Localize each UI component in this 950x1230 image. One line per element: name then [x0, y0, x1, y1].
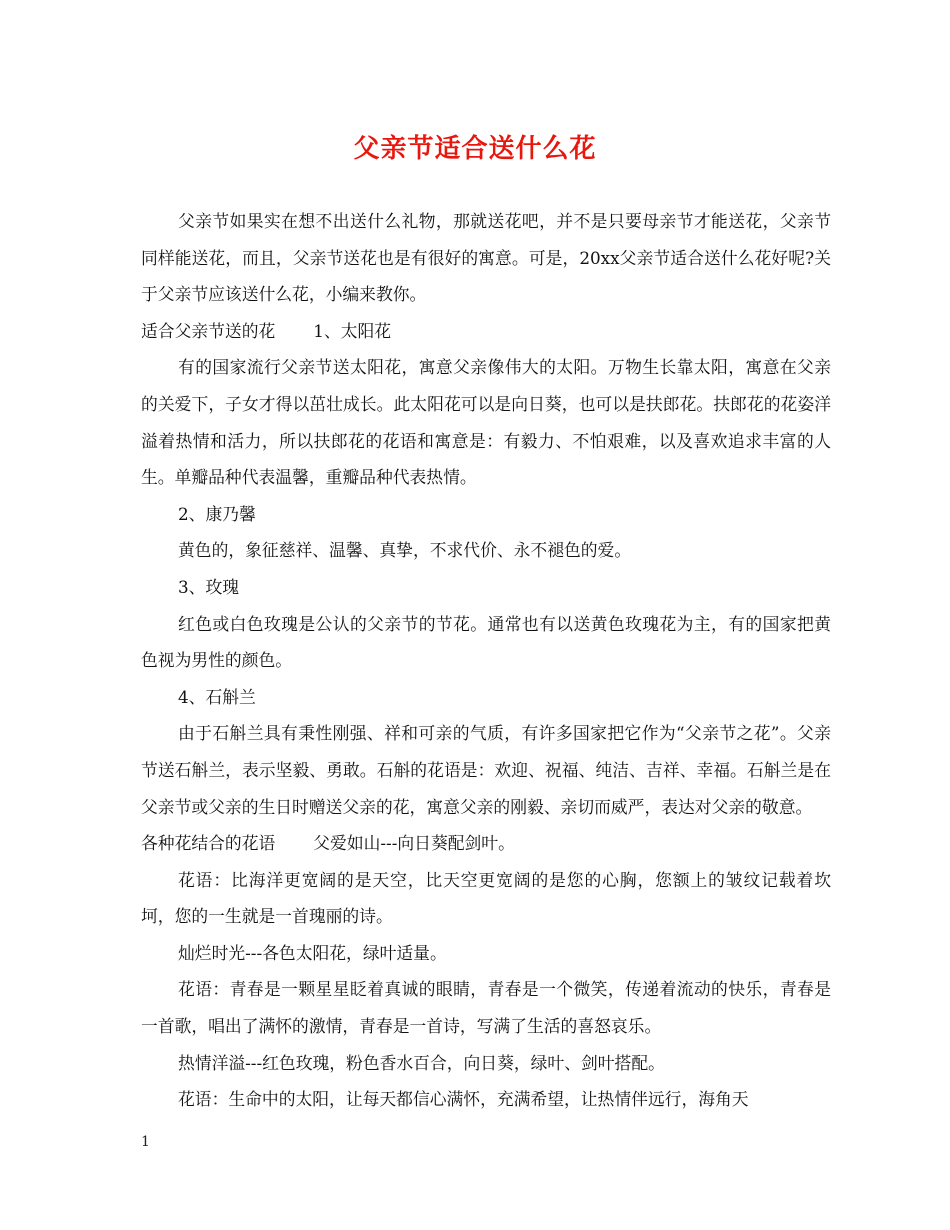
- paragraph-flower-language-3: 花语：生命中的太阳，让每天都信心满怀，充满希望，让热情伴远行，海角天: [178, 1089, 749, 1110]
- subheading-carnation: 2、康乃馨: [178, 503, 256, 524]
- paragraph-flower-language-2: 花语：青春是一颗星星眨着真诚的眼睛，青春是一个微笑，传递着流动的快乐，青春是一首歌，唱出了满怀的激情，青春是一首诗，写满了生活的喜怒哀乐。: [141, 979, 831, 1037]
- paragraph-sunflower: 有的国家流行父亲节送太阳花，寓意父亲像伟大的太阳。万物生长靠太阳，寓意在父亲的关爱下，子女才得以茁壮成长。此太阳花可以是向日葵，也可以是扶郎花。扶郎花的花姿洋溢着热情和活力，所以扶郎花的花语和寓意是：有毅力、不怕艰难，以及喜欢追求丰富的人生。单瓣品种代表温馨，重瓣品种代表热情。: [141, 357, 831, 488]
- section-heading-combined-flowers: [141, 825, 831, 862]
- section-heading-label: 适合父亲节送的花: [141, 320, 276, 341]
- subheading-rose: 3、玫瑰: [178, 576, 240, 597]
- paragraph-rose: 红色或白色玫瑰是公认的父亲节的节花。通常也有以送黄色玫瑰花为主，有的国家把黄色视为男性的颜色。: [141, 613, 831, 671]
- subheading-brilliant-time: 灿烂时光---各色太阳花，绿叶适量。: [178, 942, 447, 963]
- subheading-passion: 热情洋溢---红色玫瑰，粉色香水百合，向日葵，绿叶、剑叶搭配。: [178, 1052, 665, 1073]
- document-title: 父亲节适合送什么花: [353, 134, 597, 164]
- subheading-father-love: 父爱如山---向日葵配剑叶。: [313, 833, 515, 854]
- paragraph-flower-language-1: 花语：比海洋更宽阔的是天空，比天空更宽阔的是您的心胸，您额上的皱纹记载着坎坷，您的一生就是一首瑰丽的诗。: [141, 869, 831, 927]
- paragraph-dendrobium: 由于石斛兰具有秉性刚强、祥和可亲的气质，有许多国家把它作为“父亲节之花”。父亲节送石斛兰，表示坚毅、勇敢。石斛的花语是：欢迎、祝福、纯洁、吉祥、幸福。石斛兰是在父亲节或父亲的生日时赠送父亲的花，寓意父亲的刚毅、亲切而威严，表达对父亲的敬意。: [141, 723, 831, 817]
- paragraph-intro: 父亲节如果实在想不出送什么礼物，那就送花吧，并不是只要母亲节才能送花，父亲节同样能送花，而且，父亲节送花也是有很好的寓意。可是，20xx父亲节适合送什么花好呢?关于父亲节应该送什么花，小编来教你。: [141, 211, 831, 305]
- section-heading-label: 各种花结合的花语: [141, 833, 276, 854]
- page-number: 1: [141, 1134, 150, 1150]
- section-heading-suitable-flowers: [141, 313, 831, 350]
- paragraph-carnation: 黄色的，象征慈祥、温馨、真挚，不求代价、永不褪色的爱。: [178, 540, 632, 561]
- document-body: [141, 203, 831, 1118]
- subheading-dendrobium: 4、石斛兰: [178, 686, 256, 707]
- subheading-sunflower: 1、太阳花: [313, 320, 392, 341]
